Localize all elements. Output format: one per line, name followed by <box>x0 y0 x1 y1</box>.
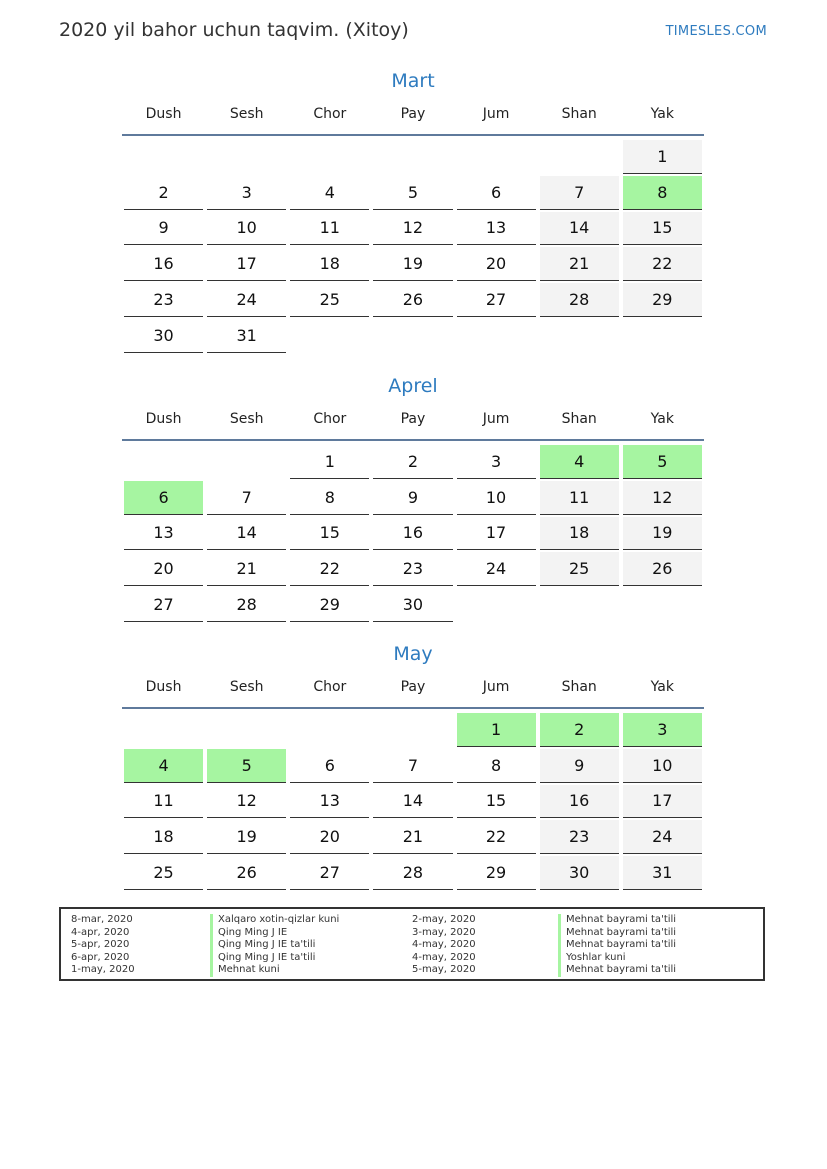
day-number: 25 <box>290 283 369 317</box>
day-cell <box>455 212 538 248</box>
day-cell <box>205 212 288 248</box>
day-cell <box>122 319 205 355</box>
holiday-day-cell <box>621 445 704 481</box>
day-number: 30 <box>124 319 203 353</box>
day-number: 1 <box>457 713 536 747</box>
month-may <box>122 643 704 892</box>
weekend-day-cell <box>621 552 704 588</box>
day-cell <box>122 517 205 553</box>
day-number: 29 <box>457 856 536 890</box>
weekday-label: Shan <box>561 411 597 427</box>
day-cell <box>205 552 288 588</box>
day-cell <box>122 283 205 319</box>
weekday-label: Jum <box>482 411 510 427</box>
month-april <box>122 375 704 624</box>
legend-date: 3-may, 2020 <box>412 926 476 938</box>
legend-date: 5-may, 2020 <box>412 964 476 976</box>
day-cell <box>122 247 205 283</box>
legend-holiday-name: Qing Ming J IE <box>210 927 339 940</box>
day-number: 3 <box>207 176 286 210</box>
day-cell <box>205 785 288 821</box>
day-number: 23 <box>124 283 203 317</box>
day-cell <box>288 856 371 892</box>
weekday-header <box>122 102 704 136</box>
day-cell <box>288 247 371 283</box>
empty-cell <box>205 140 288 176</box>
day-number: 31 <box>207 319 286 353</box>
weekday-label: Pay <box>400 411 426 427</box>
legend-holiday-name: Xalqaro xotin-qizlar kuni <box>210 914 339 927</box>
day-cell <box>371 588 454 624</box>
day-number: 13 <box>124 517 203 551</box>
day-number <box>207 713 286 747</box>
legend-date: 4-may, 2020 <box>412 951 476 963</box>
weekend-day-cell <box>621 517 704 553</box>
day-cell <box>371 283 454 319</box>
day-number: 19 <box>623 517 702 551</box>
day-cell <box>371 176 454 212</box>
day-number: 14 <box>540 212 619 246</box>
day-cell <box>205 481 288 517</box>
day-number: 2 <box>124 176 203 210</box>
day-number: 17 <box>623 785 702 819</box>
weekday-label: Jum <box>482 106 510 122</box>
day-number: 3 <box>457 445 536 479</box>
day-number: 15 <box>623 212 702 246</box>
month-title: May <box>393 643 433 665</box>
empty-cell <box>371 713 454 749</box>
weekend-day-cell <box>621 247 704 283</box>
day-number: 6 <box>124 481 203 515</box>
day-number: 16 <box>540 785 619 819</box>
legend-date: 5-apr, 2020 <box>71 939 130 951</box>
day-cell <box>455 749 538 785</box>
legend-names-col-1 <box>210 914 339 977</box>
day-number: 1 <box>290 445 369 479</box>
day-number: 21 <box>540 247 619 281</box>
weekend-day-cell <box>538 552 621 588</box>
day-number: 12 <box>623 481 702 515</box>
holiday-day-cell <box>205 749 288 785</box>
day-number: 7 <box>207 481 286 515</box>
day-number <box>124 140 203 174</box>
day-number: 10 <box>623 749 702 783</box>
weekend-day-cell <box>621 856 704 892</box>
day-cell <box>288 552 371 588</box>
day-number: 20 <box>457 247 536 281</box>
weekday-label: Dush <box>145 106 182 122</box>
holiday-day-cell <box>621 713 704 749</box>
weekday-label: Yak <box>650 679 674 695</box>
day-cell <box>288 283 371 319</box>
holiday-day-cell <box>122 481 205 517</box>
day-number <box>207 140 286 174</box>
day-number: 27 <box>290 856 369 890</box>
day-number: 26 <box>623 552 702 586</box>
day-cell <box>371 785 454 821</box>
day-cell <box>455 785 538 821</box>
day-grid <box>122 713 704 892</box>
weekend-day-cell <box>538 283 621 319</box>
day-cell <box>455 176 538 212</box>
day-number: 24 <box>623 820 702 854</box>
day-number <box>540 140 619 174</box>
day-number: 13 <box>290 785 369 819</box>
day-number: 17 <box>207 247 286 281</box>
day-number: 22 <box>457 820 536 854</box>
day-number <box>290 140 369 174</box>
day-cell <box>455 552 538 588</box>
day-number: 23 <box>540 820 619 854</box>
legend-holiday-name: Mehnat bayrami ta'tili <box>558 964 676 977</box>
weekend-day-cell <box>538 481 621 517</box>
day-cell <box>455 445 538 481</box>
holiday-day-cell <box>455 713 538 749</box>
holiday-day-cell <box>538 713 621 749</box>
day-number: 10 <box>457 481 536 515</box>
day-cell <box>205 319 288 355</box>
legend-date: 1-may, 2020 <box>71 964 135 976</box>
day-cell <box>455 517 538 553</box>
day-number: 18 <box>540 517 619 551</box>
day-number: 26 <box>207 856 286 890</box>
holiday-day-cell <box>621 176 704 212</box>
day-cell <box>122 820 205 856</box>
day-number: 28 <box>207 588 286 622</box>
day-cell <box>205 283 288 319</box>
weekend-day-cell <box>538 176 621 212</box>
day-number: 17 <box>457 517 536 551</box>
day-number: 28 <box>540 283 619 317</box>
day-number: 6 <box>290 749 369 783</box>
weekday-label: Pay <box>400 106 426 122</box>
day-number <box>457 140 536 174</box>
weekday-label: Jum <box>482 679 510 695</box>
day-cell <box>371 247 454 283</box>
empty-cell <box>205 445 288 481</box>
day-grid <box>122 140 704 355</box>
day-number: 20 <box>290 820 369 854</box>
day-number: 13 <box>457 212 536 246</box>
day-number <box>373 140 452 174</box>
month-title: Aprel <box>388 375 438 397</box>
day-number: 24 <box>207 283 286 317</box>
weekday-label: Shan <box>561 106 597 122</box>
day-cell <box>122 856 205 892</box>
weekday-label: Dush <box>145 411 182 427</box>
day-number: 14 <box>373 785 452 819</box>
day-number: 8 <box>290 481 369 515</box>
day-cell <box>288 176 371 212</box>
day-number: 2 <box>540 713 619 747</box>
day-cell <box>371 749 454 785</box>
day-cell <box>205 517 288 553</box>
day-number: 23 <box>373 552 452 586</box>
day-number: 5 <box>207 749 286 783</box>
day-cell <box>122 785 205 821</box>
day-grid <box>122 445 704 624</box>
holiday-day-cell <box>122 749 205 785</box>
month-march <box>122 70 704 355</box>
legend-date: 4-may, 2020 <box>412 939 476 951</box>
legend-holiday-name: Mehnat bayrami ta'tili <box>558 914 676 927</box>
day-number: 16 <box>373 517 452 551</box>
day-cell <box>205 856 288 892</box>
weekend-day-cell <box>621 785 704 821</box>
day-cell <box>371 552 454 588</box>
day-number: 5 <box>373 176 452 210</box>
legend-date: 2-may, 2020 <box>412 914 476 925</box>
day-cell <box>288 785 371 821</box>
day-cell <box>122 212 205 248</box>
month-title: Mart <box>391 70 435 92</box>
day-cell <box>371 445 454 481</box>
day-number: 30 <box>373 588 452 622</box>
weekend-day-cell <box>538 820 621 856</box>
day-cell <box>122 176 205 212</box>
page-title: 2020 yil bahor uchun taqvim. (Xitoy) <box>59 19 409 41</box>
day-number: 15 <box>457 785 536 819</box>
weekday-label: Sesh <box>229 106 264 122</box>
weekday-label: Shan <box>561 679 597 695</box>
day-cell <box>288 749 371 785</box>
weekend-day-cell <box>621 820 704 856</box>
legend-holiday-name: Qing Ming J IE ta'tili <box>210 952 339 965</box>
day-cell <box>122 588 205 624</box>
empty-cell <box>371 140 454 176</box>
legend-dates-col-1 <box>71 914 135 977</box>
day-number: 2 <box>373 445 452 479</box>
weekday-header <box>122 407 704 441</box>
day-number: 8 <box>623 176 702 210</box>
day-number: 11 <box>124 785 203 819</box>
day-number: 14 <box>207 517 286 551</box>
day-cell <box>371 481 454 517</box>
day-number: 11 <box>540 481 619 515</box>
day-number: 12 <box>207 785 286 819</box>
weekend-day-cell <box>621 212 704 248</box>
day-cell <box>205 588 288 624</box>
empty-cell <box>538 140 621 176</box>
day-number <box>124 713 203 747</box>
day-number: 21 <box>207 552 286 586</box>
empty-cell <box>455 140 538 176</box>
day-number: 5 <box>623 445 702 479</box>
legend-date: 8-mar, 2020 <box>71 914 133 925</box>
day-number: 7 <box>373 749 452 783</box>
day-number <box>373 713 452 747</box>
day-cell <box>455 247 538 283</box>
day-number: 4 <box>124 749 203 783</box>
legend-date: 4-apr, 2020 <box>71 926 130 938</box>
weekday-header <box>122 675 704 709</box>
weekend-day-cell <box>538 785 621 821</box>
day-number: 20 <box>124 552 203 586</box>
day-cell <box>288 588 371 624</box>
day-number: 4 <box>290 176 369 210</box>
day-number <box>290 713 369 747</box>
day-cell <box>288 517 371 553</box>
legend-date: 6-apr, 2020 <box>71 951 130 963</box>
weekend-day-cell <box>538 856 621 892</box>
weekend-day-cell <box>538 247 621 283</box>
weekend-day-cell <box>538 749 621 785</box>
day-number: 27 <box>457 283 536 317</box>
empty-cell <box>122 445 205 481</box>
day-number: 3 <box>623 713 702 747</box>
day-cell <box>455 820 538 856</box>
day-number: 19 <box>207 820 286 854</box>
day-number: 27 <box>124 588 203 622</box>
day-number: 25 <box>540 552 619 586</box>
empty-cell <box>288 713 371 749</box>
day-cell <box>455 283 538 319</box>
day-number: 29 <box>623 283 702 317</box>
weekday-label: Chor <box>313 679 347 695</box>
day-number: 8 <box>457 749 536 783</box>
day-number: 30 <box>540 856 619 890</box>
day-cell <box>288 212 371 248</box>
day-number: 31 <box>623 856 702 890</box>
legend-holiday-name: Mehnat bayrami ta'tili <box>558 927 676 940</box>
day-number <box>124 445 203 479</box>
day-cell <box>205 247 288 283</box>
day-number: 15 <box>290 517 369 551</box>
weekday-label: Sesh <box>229 679 264 695</box>
day-number: 11 <box>290 212 369 246</box>
empty-cell <box>122 713 205 749</box>
weekend-day-cell <box>621 481 704 517</box>
day-number: 10 <box>207 212 286 246</box>
day-number: 24 <box>457 552 536 586</box>
day-number: 16 <box>124 247 203 281</box>
empty-cell <box>288 140 371 176</box>
weekday-label: Yak <box>650 411 674 427</box>
day-cell <box>205 176 288 212</box>
weekend-day-cell <box>538 517 621 553</box>
day-number: 18 <box>124 820 203 854</box>
day-number: 18 <box>290 247 369 281</box>
day-number: 26 <box>373 283 452 317</box>
holiday-day-cell <box>538 445 621 481</box>
day-number: 21 <box>373 820 452 854</box>
day-cell <box>122 552 205 588</box>
weekend-day-cell <box>621 283 704 319</box>
day-number: 6 <box>457 176 536 210</box>
day-number: 19 <box>373 247 452 281</box>
legend-names-col-2 <box>558 914 676 977</box>
holiday-legend <box>59 907 765 981</box>
day-cell <box>205 820 288 856</box>
weekday-label: Chor <box>313 106 347 122</box>
day-number: 28 <box>373 856 452 890</box>
legend-holiday-name: Mehnat bayrami ta'tili <box>558 939 676 952</box>
legend-holiday-name: Qing Ming J IE ta'tili <box>210 939 339 952</box>
day-cell <box>371 212 454 248</box>
weekday-label: Chor <box>313 411 347 427</box>
weekday-label: Yak <box>650 106 674 122</box>
empty-cell <box>205 713 288 749</box>
weekend-day-cell <box>538 212 621 248</box>
day-cell <box>455 481 538 517</box>
day-number: 9 <box>124 212 203 246</box>
weekday-label: Dush <box>145 679 182 695</box>
day-cell <box>371 820 454 856</box>
empty-cell <box>122 140 205 176</box>
day-number <box>207 445 286 479</box>
day-number: 9 <box>540 749 619 783</box>
weekend-day-cell <box>621 140 704 176</box>
day-number: 9 <box>373 481 452 515</box>
day-number: 25 <box>124 856 203 890</box>
site-logo[interactable]: TIMESLES.COM <box>665 24 767 39</box>
day-cell <box>288 445 371 481</box>
weekday-label: Pay <box>400 679 426 695</box>
legend-holiday-name: Yoshlar kuni <box>558 952 676 965</box>
day-number: 1 <box>623 140 702 174</box>
day-cell <box>288 481 371 517</box>
legend-dates-col-2 <box>412 914 476 977</box>
day-cell <box>455 856 538 892</box>
weekend-day-cell <box>621 749 704 785</box>
day-cell <box>371 856 454 892</box>
day-number: 12 <box>373 212 452 246</box>
day-number: 29 <box>290 588 369 622</box>
day-number: 7 <box>540 176 619 210</box>
legend-holiday-name: Mehnat kuni <box>210 964 339 977</box>
day-cell <box>288 820 371 856</box>
weekday-label: Sesh <box>229 411 264 427</box>
day-number: 4 <box>540 445 619 479</box>
day-cell <box>371 517 454 553</box>
day-number: 22 <box>290 552 369 586</box>
day-number: 22 <box>623 247 702 281</box>
